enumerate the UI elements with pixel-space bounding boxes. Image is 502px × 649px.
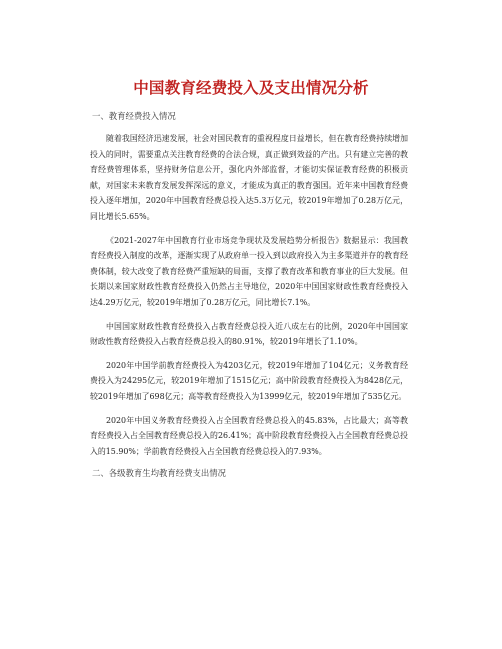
document-title: 中国教育经费投入及支出情况分析 bbox=[133, 79, 369, 97]
paragraph-3: 中国国家财政性教育经费投入占教育经费总投入近八成左右的比例，2020年中国国家财政性教育经费投入占教育经费总投入的80.91%，较2019年增长了1.10%。 bbox=[90, 321, 408, 347]
document-body bbox=[90, 110, 408, 488]
section-heading-1: 一、教育经费投入情况 bbox=[92, 111, 176, 121]
paragraph-1: 随着我国经济迅速发展，社会对国民教育的重视程度日益增长，但在教育经费持续增加投入的同时，需要重点关注教育经费的合法合规，真正做到效益的产出。只有建立完善的教育经费管理体系，坚持财务信息公开，强化内外部监督，才能切实保证教育经费的积极贡献，对国家未来教育发展发挥深远的意义，才能成为真正的教育强国。近年来中国教育经费投入逐年增加，2020年中国教育经费总投入达5.3万亿元，较2019年增加了0.28万亿元，同比增长5.65%。 bbox=[90, 134, 408, 221]
paragraph-2: 《2021-2027年中国教育行业市场竞争现状及发展趋势分析报告》数据显示：我国教育经费投入制度的改革，逐渐实现了从政府单一投入到以政府投入为主多渠道并存的教育经费体制，较大改变了教育经费严重短缺的局面，支撑了教育改革和教育事业的巨大发展。但长期以来国家财政性教育经费投入仍然占主导地位，2020年中国国家财政性教育经费投入达4.29万亿元，较2019年增加了0.28万亿元，同比增长7.1%。 bbox=[90, 235, 408, 307]
paragraph-4: 2020年中国学前教育经费投入为4203亿元，较2019年增加了104亿元；义务教育经费投入为24295亿元，较2019年增加了1515亿元；高中阶段教育经费投入为8428亿元，较2019年增加了698亿元；高等教育经费投入为13999亿元，较2019年增加了535亿元。 bbox=[90, 360, 408, 401]
paragraph-5: 2020年中国义务教育经费投入占全国教育经费总投入的45.83%，占比最大；高等教育经费投入占全国教育经费总投入的26.41%；高中阶段教育经费投入占全国教育经费总投入的15.90%；学前教育经费投入占全国教育经费总投入的7.93%。 bbox=[90, 415, 408, 456]
section-heading-2: 二、各级教育生均教育经费支出情况 bbox=[92, 468, 226, 479]
